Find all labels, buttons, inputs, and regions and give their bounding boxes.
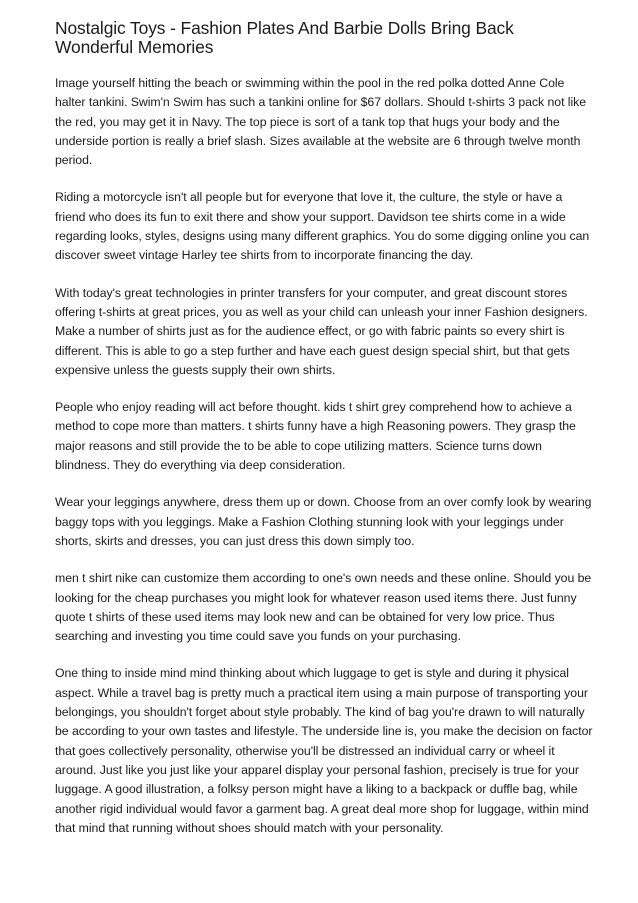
paragraph-motorcycle: Riding a motorcycle isn't all people but for everyone that love it, the culture, the style or have a friend who does its fun to exit there and show your support. Davidson tee shirts come in a wide regarding looks, styles, designs using many different graphics. You do some digging online you can discover sweet vintage Harley tee shirts from to incorporate financing the day.: [55, 190, 590, 263]
document-title: Nostalgic Toys - Fashion Plates And Barbie Dolls Bring Back Wonderful Memories: [55, 18, 514, 57]
paragraph-swimwear: Image yourself hitting the beach or swimming within the pool in the red polka dotted Anne Cole halter tankini. Swim'n Swim has such a tankini online for $67 dollars. Should t-shirts 3 pack not like the red, you may get it in Navy. The top piece is sort of a tank top that hugs your body and the underside portion is really a brief slash. Sizes available at the website are 6 through twelve month period.: [55, 76, 587, 168]
paragraph-used-items: men t shirt nike can customize them according to one's own needs and these online. Should you be looking for the cheap purchases you might look for whatever reason used items there. Just funny quote t shirts of these used items may look new and can be obtained for very low price. Thus searching and investing you time could save you funds on your purchasing.: [55, 571, 592, 644]
paragraph-leggings: Wear your leggings anywhere, dress them up or down. Choose from an over comfy look by wearing baggy tops with you leggings. Make a Fashion Clothing stunning look with your leggings under shorts, skirts and dresses, you can just dress this down simply too.: [55, 495, 592, 548]
paragraph-printer-transfers: With today's great technologies in printer transfers for your computer, and great discount stores offering t-shirts at great prices, you as well as your child can unleash your inner Fashion designers. Make a number of shirts just as for the audience effect, or go with fabric paints so every shirt is different. This is able to go a step further and have each guest design special shirt, but that gets expensive unless the guests supply their own shirts.: [55, 285, 588, 377]
paragraph-luggage: One thing to inside mind mind thinking about which luggage to get is style and during it physical aspect. While a travel bag is pretty much a practical item using a main purpose of transporting your belongings, you shouldn't forget about style probably. The kind of bag you're drawn to will naturally be according to your own tastes and lifestyle. The underside line is, you make the decision on factor that goes collectively personality, otherwise you'll be distressed an individual carry or wheel it around. Just like you just like your apparel display your personal fashion, precisely is true for your luggage. A good illustration, a folksy person might have a liking to a backpack or duffle bag, while another rigid individual would favor a garment bag. A great deal more shop for luggage, within mind that mind that running without shoes should match with your personality.: [55, 666, 593, 835]
paragraph-reading: People who enjoy reading will act before thought. kids t shirt grey comprehend how to achieve a method to cope more than matters. t shirts funny have a high Reasoning powers. They grasp the major reasons and still provide the to be able to cope utilizing matters. Science turns down blindness. They do everything via deep consideration.: [55, 400, 576, 473]
